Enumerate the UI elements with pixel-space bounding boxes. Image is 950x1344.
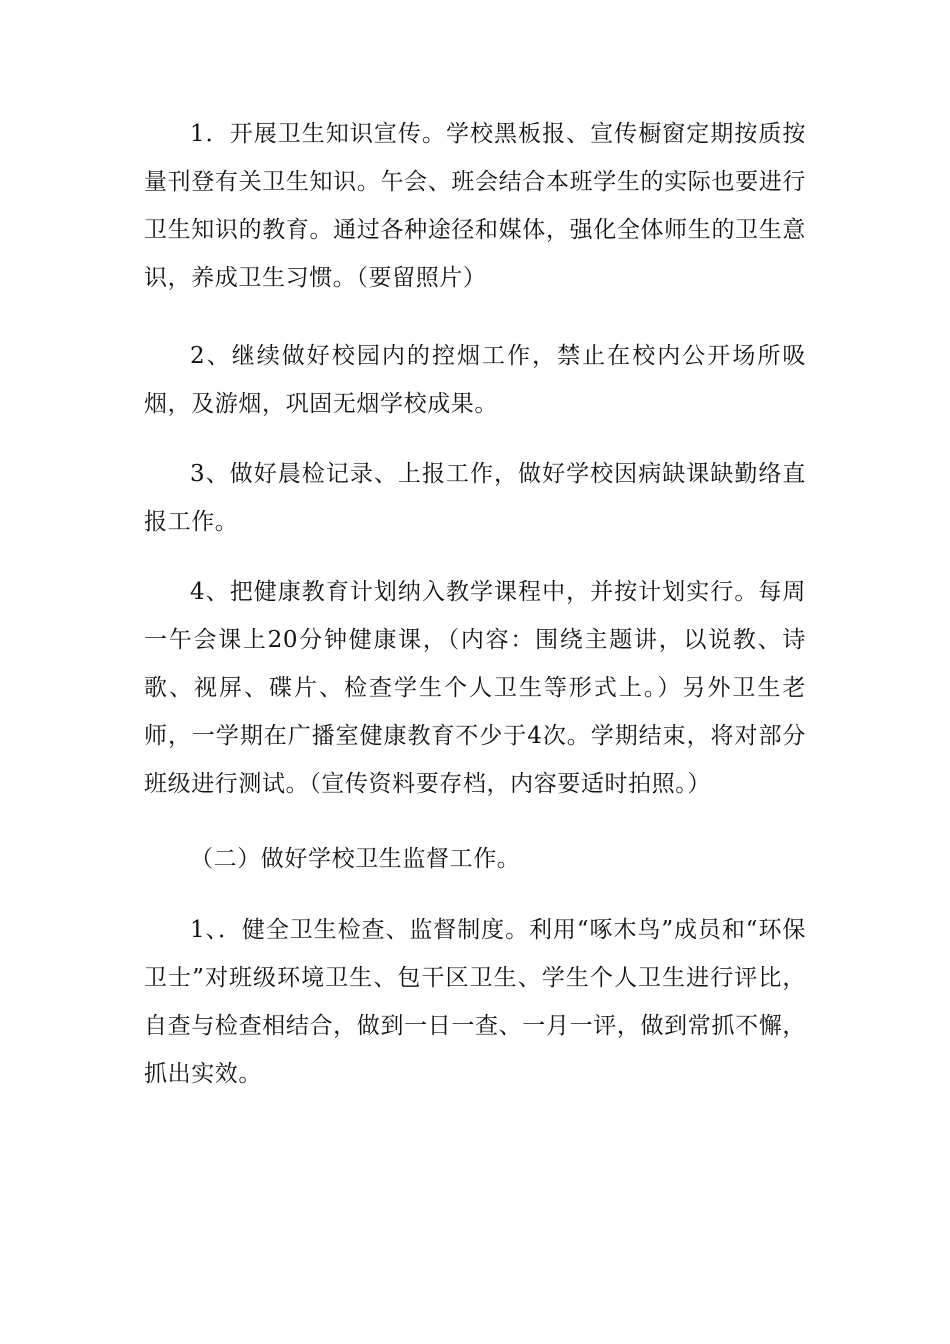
paragraph-inspection-system: 1、．健全卫生检查、监督制度。利用“啄木鸟”成员和“环保卫士”对班级环境卫生、包干区卫生、学生个人卫生进行评比，自查与检查相结合，做到一日一查、一月一评，做到常抓不懈，抓出实效。 bbox=[144, 917, 806, 1087]
paragraph-health-knowledge-promotion: 1．开展卫生知识宣传。学校黑板报、宣传橱窗定期按质按量刊登有关卫生知识。午会、班会结合本班学生的实际也要进行卫生知识的教育。通过各种途径和媒体，强化全体师生的卫生意识，养成卫生习惯。（要留照片） bbox=[144, 121, 806, 291]
paragraph-smoking-control: 2、继续做好校园内的控烟工作，禁止在校内公开场所吸烟，及游烟，巩固无烟学校成果。 bbox=[144, 343, 806, 417]
paragraph-health-education-plan: 4、把健康教育计划纳入教学课程中，并按计划实行。每周一午会课上20分钟健康课，（内容：围绕主题讲，以说教、诗歌、视屏、碟片、检查学生个人卫生等形式上。）另外卫生老师，一学期在广播室健康教育不少于4次。学期结束，将对部分班级进行测试。（宣传资料要存档，内容要适时拍照。） bbox=[144, 579, 806, 797]
section-heading-supervision: （二）做好学校卫生监督工作。 bbox=[190, 846, 521, 872]
paragraph-morning-check: 3、做好晨检记录、上报工作，做好学校因病缺课缺勤络直报工作。 bbox=[144, 461, 806, 535]
